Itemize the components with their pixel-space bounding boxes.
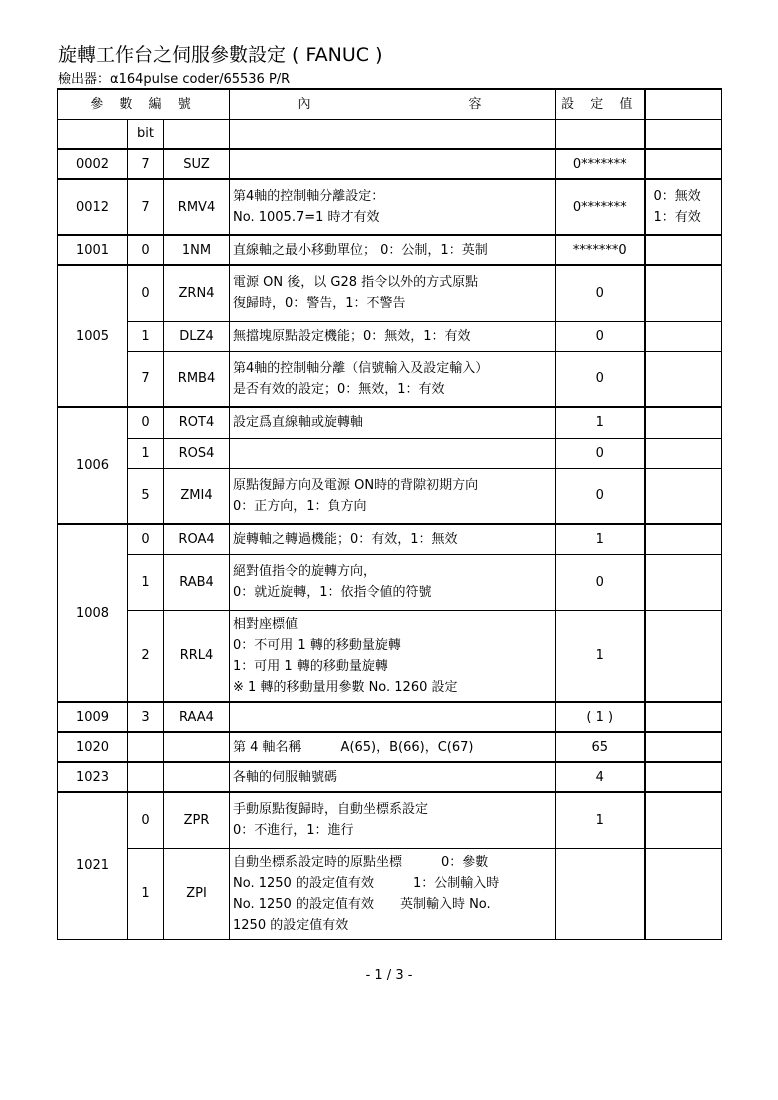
param-bit xyxy=(128,762,164,792)
table-row xyxy=(58,235,722,265)
param-name: ROT4 xyxy=(164,407,230,438)
param-number: 1020 xyxy=(58,732,128,762)
param-note xyxy=(645,438,722,468)
table-row xyxy=(58,762,722,792)
param-name: SUZ xyxy=(164,149,230,179)
param-bit: 0 xyxy=(128,407,164,438)
param-name: ZPI xyxy=(164,848,230,939)
param-note xyxy=(645,235,722,265)
param-number: 1001 xyxy=(58,235,128,265)
param-description: 原點復歸方向及電源 ON時的背隙初期方向 0：正方向，1：負方向 xyxy=(230,468,556,524)
param-bit: 7 xyxy=(128,179,164,235)
param-value: ( 1 ) xyxy=(556,702,645,732)
param-description: 相對座標値 0：不可用 1 轉的移動量旋轉 1：可用 1 轉的移動量旋轉 ※ 1 轉的移動量用參數 No. 1260 設定 xyxy=(230,610,556,702)
param-description: 第 4 軸名稱 A(65)，B(66)，C(67) xyxy=(230,732,556,762)
table-row xyxy=(58,321,722,351)
table-row xyxy=(58,179,722,235)
param-bit: 1 xyxy=(128,848,164,939)
cell-empty xyxy=(556,119,645,149)
param-value: 0 xyxy=(556,554,645,610)
table-row xyxy=(58,438,722,468)
table-row xyxy=(58,351,722,407)
param-value: 1 xyxy=(556,524,645,554)
param-name: ZPR xyxy=(164,792,230,848)
param-value: 1 xyxy=(556,407,645,438)
cell-empty xyxy=(230,119,556,149)
param-note xyxy=(645,762,722,792)
table-row xyxy=(58,848,722,939)
param-description: 絕對值指令的旋轉方向， 0：就近旋轉，1：依指令値的符號 xyxy=(230,554,556,610)
table-row xyxy=(58,524,722,554)
param-name: DLZ4 xyxy=(164,321,230,351)
cell-empty xyxy=(164,119,230,149)
param-bit: 2 xyxy=(128,610,164,702)
param-bit: 7 xyxy=(128,351,164,407)
param-bit: 0 xyxy=(128,235,164,265)
param-value: 1 xyxy=(556,610,645,702)
param-name xyxy=(164,732,230,762)
param-name: ROA4 xyxy=(164,524,230,554)
param-description xyxy=(230,702,556,732)
parameter-table xyxy=(57,88,722,940)
param-note xyxy=(645,848,722,939)
param-name: RMV4 xyxy=(164,179,230,235)
param-name: 1NM xyxy=(164,235,230,265)
param-value: 0 xyxy=(556,321,645,351)
param-value: 1 xyxy=(556,792,645,848)
param-description: 旋轉軸之轉過機能；0：有效，1：無效 xyxy=(230,524,556,554)
param-description: 直線軸之最小移動單位； 0：公制，1：英制 xyxy=(230,235,556,265)
param-value: *******0 xyxy=(556,235,645,265)
param-note xyxy=(645,610,722,702)
header-note xyxy=(645,89,722,119)
param-note xyxy=(645,407,722,438)
param-bit: 7 xyxy=(128,149,164,179)
table-row xyxy=(58,265,722,321)
param-bit: 1 xyxy=(128,438,164,468)
param-description: 電源 ON 後，以 G28 指令以外的方式原點 復歸時，0：警告，1：不警告 xyxy=(230,265,556,321)
param-value: 0 xyxy=(556,438,645,468)
param-description: 自動坐標系設定時的原點坐標 0：參數 No. 1250 的設定值有效 1：公制輸入時 No. 1250 的設定值有效 英制輸入時 No. 1250 的設定值有效 xyxy=(230,848,556,939)
param-bit: 0 xyxy=(128,524,164,554)
param-name: RMB4 xyxy=(164,351,230,407)
param-note xyxy=(645,321,722,351)
param-number: 1021 xyxy=(58,792,128,939)
param-note xyxy=(645,524,722,554)
param-number: 1009 xyxy=(58,702,128,732)
page-number: - 1 / 3 - xyxy=(365,968,413,983)
table-row xyxy=(58,149,722,179)
param-name: RAB4 xyxy=(164,554,230,610)
param-bit: 5 xyxy=(128,468,164,524)
table-row xyxy=(58,554,722,610)
param-number: 0002 xyxy=(58,149,128,179)
param-note xyxy=(645,554,722,610)
param-description: 各軸的伺服軸號碼 xyxy=(230,762,556,792)
param-name xyxy=(164,762,230,792)
param-description xyxy=(230,149,556,179)
table-row xyxy=(58,407,722,438)
param-bit: 0 xyxy=(128,792,164,848)
param-value: 0 xyxy=(556,265,645,321)
param-value: 0******* xyxy=(556,179,645,235)
header-content: 內 容 xyxy=(230,89,556,119)
document-title: 旋轉工作台之伺服參數設定 ( FANUC ) xyxy=(58,44,383,66)
param-description: 手動原點復歸時，自動坐標系設定 0：不進行，1：進行 xyxy=(230,792,556,848)
param-bit: 3 xyxy=(128,702,164,732)
param-value: 0 xyxy=(556,351,645,407)
param-value xyxy=(556,848,645,939)
table-row xyxy=(58,468,722,524)
param-bit xyxy=(128,732,164,762)
param-note xyxy=(645,732,722,762)
param-number: 1008 xyxy=(58,524,128,702)
param-description: 無擋塊原點設定機能；0：無效，1：有效 xyxy=(230,321,556,351)
param-note: 0：無效 1：有效 xyxy=(645,179,722,235)
table-row xyxy=(58,732,722,762)
param-name: ZRN4 xyxy=(164,265,230,321)
cell-empty xyxy=(58,119,128,149)
param-name: RRL4 xyxy=(164,610,230,702)
param-note xyxy=(645,792,722,848)
param-note xyxy=(645,265,722,321)
param-description: 第4軸的控制軸分離（信號輸入及設定輸入） 是否有效的設定；0：無效，1：有效 xyxy=(230,351,556,407)
param-description xyxy=(230,438,556,468)
param-value: 4 xyxy=(556,762,645,792)
param-note xyxy=(645,351,722,407)
param-number: 1023 xyxy=(58,762,128,792)
param-value: 0 xyxy=(556,468,645,524)
header-setting: 設 定 值 xyxy=(556,89,645,119)
header-bit: bit xyxy=(128,119,164,149)
header-param-no: 參 數 編 號 xyxy=(58,89,230,119)
table-row xyxy=(58,792,722,848)
cell-empty xyxy=(645,119,722,149)
param-description: 第4軸的控制軸分離設定： No. 1005.7=1 時才有效 xyxy=(230,179,556,235)
encoder-subtitle: 檢出器：α164pulse coder/65536 P/R xyxy=(58,72,291,87)
param-bit: 0 xyxy=(128,265,164,321)
param-note xyxy=(645,702,722,732)
table-row xyxy=(58,702,722,732)
param-note xyxy=(645,149,722,179)
param-number: 0012 xyxy=(58,179,128,235)
param-number: 1005 xyxy=(58,265,128,407)
param-value: 65 xyxy=(556,732,645,762)
table-row xyxy=(58,610,722,702)
param-name: ROS4 xyxy=(164,438,230,468)
param-name: RAA4 xyxy=(164,702,230,732)
param-note xyxy=(645,468,722,524)
param-description: 設定爲直線軸或旋轉軸 xyxy=(230,407,556,438)
param-bit: 1 xyxy=(128,554,164,610)
param-bit: 1 xyxy=(128,321,164,351)
param-name: ZMI4 xyxy=(164,468,230,524)
param-value: 0******* xyxy=(556,149,645,179)
param-number: 1006 xyxy=(58,407,128,524)
